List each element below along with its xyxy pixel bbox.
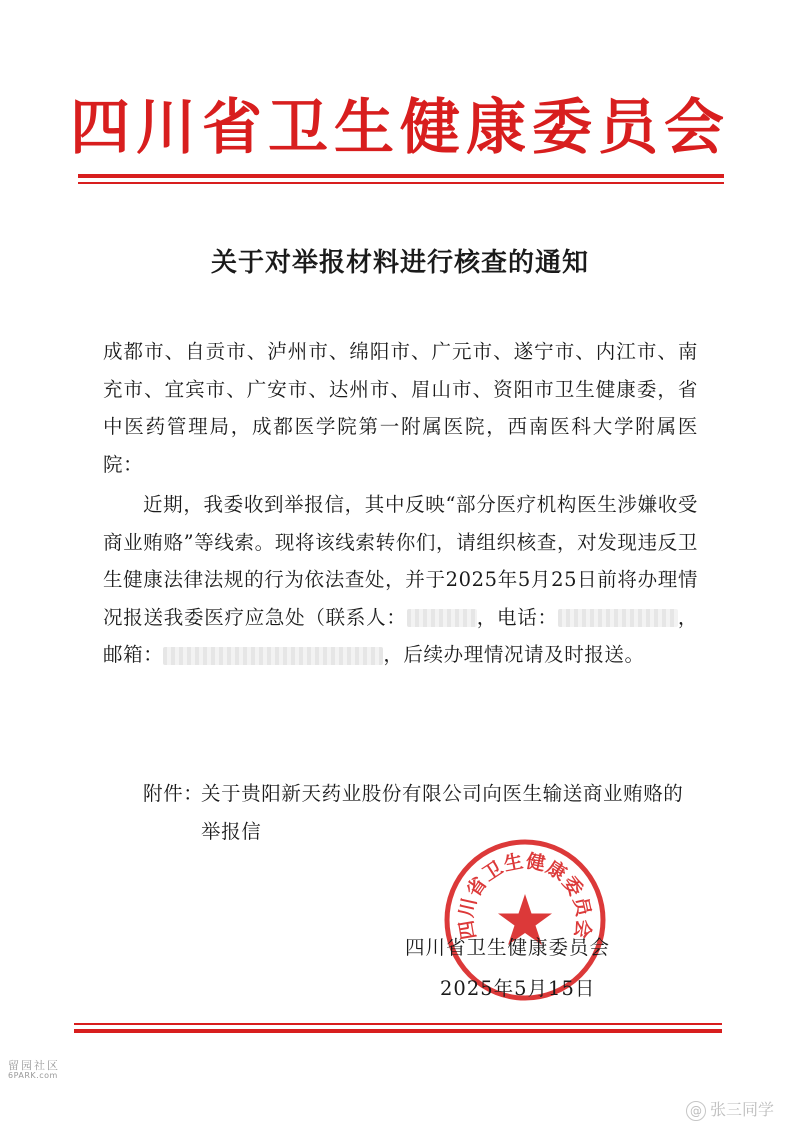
letterhead-rule-thin: [78, 182, 724, 184]
footer-rule-thin: [74, 1023, 722, 1025]
body-text-4: ，后续办理情况请及时报送。: [383, 643, 645, 666]
body-text-1: 近期，我委收到举报信，其中反映“部分医疗机构医生涉嫌收受商业贿赂”等线索。现将该线索转你们，请组织核查，对发现违反卫生健康法律法规的行为依法查处，并于2025年5月25日前将办理情况报送我委医疗应急处（联系人：: [103, 493, 698, 629]
watermark-left-line2: 6PARK.com: [8, 1071, 58, 1081]
attachment-text: 关于贵阳新天药业股份有限公司向医生输送商业贿赂的举报信: [201, 782, 684, 843]
attachment-label: 附件：: [143, 782, 204, 805]
signer-name: 四川省卫生健康委员会: [405, 936, 611, 959]
attachment-block: [143, 775, 703, 850]
watermark-left: [8, 1060, 72, 1081]
footer-rule-thick: [74, 1029, 722, 1033]
redacted-phone: [558, 609, 678, 627]
body-text-2: ，电话：: [476, 605, 558, 629]
letterhead-title: 四川省卫生健康委员会: [70, 93, 730, 163]
seal-text: 四川省卫生健康委员会: [455, 850, 595, 942]
watermark-right-text: 张三同学: [710, 1100, 775, 1119]
document-title: 关于对举报材料进行核查的通知: [210, 248, 589, 278]
redacted-email: [163, 647, 383, 665]
redacted-contact-name: [407, 609, 477, 627]
at-icon: @: [686, 1101, 706, 1121]
body-text-3: ，邮箱：: [103, 605, 698, 666]
issue-date: 2025年5月15日: [440, 977, 596, 1000]
watermark-right: [686, 1097, 774, 1121]
body-paragraph: [103, 486, 698, 674]
watermark-left-line1: 留园社区: [8, 1059, 60, 1072]
addressees-paragraph: 成都市、自贡市、泸州市、绵阳市、广元市、遂宁市、内江市、南充市、宜宾市、广安市、达州市、眉山市、资阳市卫生健康委，省中医药管理局，成都医学院第一附属医院，西南医科大学附属医院：: [103, 340, 698, 476]
letterhead-rule-thick: [78, 174, 724, 178]
